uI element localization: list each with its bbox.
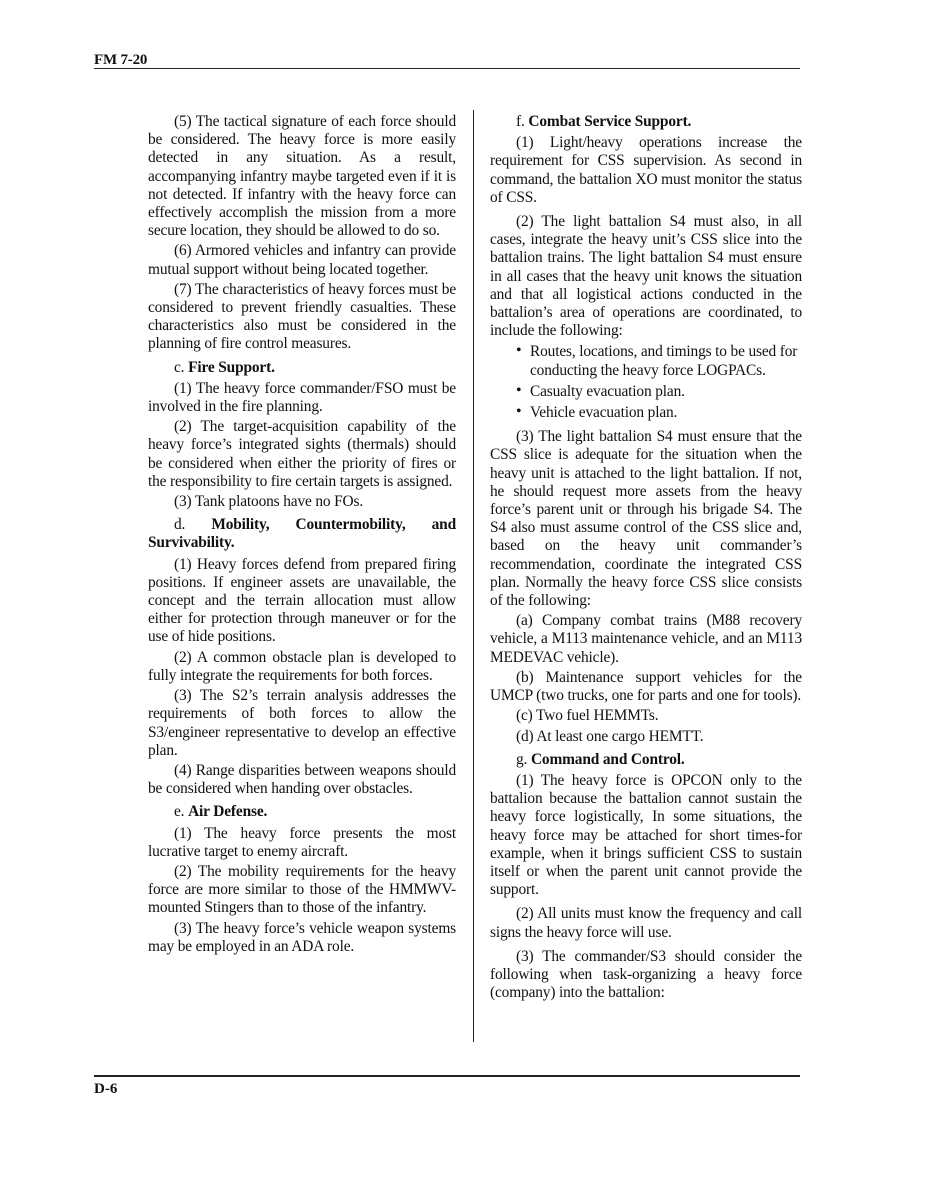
manual-id: FM 7-20 [94, 52, 148, 68]
list-item: • Casualty evacuation plan. [530, 383, 802, 401]
header-rule [94, 68, 800, 69]
section-d-label: d. [174, 516, 186, 534]
section-e-label: e. [174, 803, 185, 821]
section-g-heading [490, 751, 802, 769]
paragraph-c3: (3) Tank platoons have no FOs. [174, 493, 364, 511]
paragraph-b6: (6) Armored vehicles and infantry can provide mutual support without being located together. [148, 242, 456, 278]
section-c-label: c. [174, 358, 185, 376]
paragraph-d3: (3) The S2’s terrain analysis addresses the requirements of both forces to allow the S3/engineer representative to develop an effective plan. [148, 687, 456, 759]
coordination-list [490, 343, 802, 422]
page-number: D-6 [94, 1081, 118, 1097]
right-column [490, 113, 802, 1004]
paragraph-b7: (7) The characteristics of heavy forces must be considered to prevent friendly casualties. These characteristics also must be considered in the planning of fire control measures. [148, 280, 456, 353]
section-e-heading [148, 803, 456, 821]
section-c-title: Fire Support. [188, 358, 275, 376]
paragraph-fa: (a) Company combat trains (M88 recovery vehicle, a M113 maintenance vehicle, and an M113 MEDEVAC vehicle). [490, 612, 802, 666]
section-e-title: Air Defense. [188, 803, 268, 821]
section-c-heading [148, 359, 456, 377]
paragraph-g3: (3) The commander/S3 should consider the following when task-organizing a heavy force (company) into the battalion: [490, 947, 802, 1002]
section-f-title: Combat Service Support. [528, 113, 692, 130]
list-item: • Vehicle evacuation plan. [530, 404, 802, 422]
section-f-label: f. [516, 113, 525, 130]
paragraph-e3: (3) The heavy force’s vehicle weapon systems may be employed in an ADA role. [148, 919, 456, 955]
paragraph-e2: (2) The mobility requirements for the heavy force are more similar to those of the HMMWV-mounted Stingers than to those of the infantry. [148, 862, 456, 917]
paragraph-e1: (1) The heavy force presents the most lucrative target to enemy aircraft. [148, 824, 456, 860]
list-item: • Routes, locations, and timings to be used for conducting the heavy force LOGPACs. [530, 343, 802, 379]
paragraph-f1: (1) Light/heavy operations increase the requirement for CSS supervision. As second in command, the battalion XO must monitor the status of CSS. [490, 134, 802, 206]
paragraph-d2: (2) A common obstacle plan is developed to fully integrate the requirements for both forces. [148, 648, 456, 684]
paragraph-b5: (5) The tactical signature of each force should be considered. The heavy force is more easily detected in any situation. As a result, accompanying infantry maybe targeted even if it is not detected. If infantry with the heavy force can effectively accomplish the mission from a more secure location, they should be allowed to do so. [148, 113, 456, 240]
paragraph-fd: (d) At least one cargo HEMTT. [516, 727, 704, 745]
paragraph-c2: (2) The target-acquisition capability of the heavy force’s integrated sights (thermals) should be considered when either the priority of fires or the responsibility to fire certain targets is assigned. [148, 418, 456, 490]
paragraph-f3: (3) The light battalion S4 must ensure that the CSS slice is adequate for the situation when the heavy unit is attached to the light battalion. If not, he should request more assets from the heavy force’s parent unit or through his brigade S4. The S4 also must assume control of the CSS slice and, based on the heavy unit commander’s recommendation, coordinate the integrated CSS plan. Normally the heavy force CSS slice consists of the following: [490, 428, 802, 610]
paragraph-d4: (4) Range disparities between weapons should be considered when handing over obstacles. [148, 761, 456, 798]
paragraph-f2: (2) The light battalion S4 must also, in all cases, integrate the heavy unit’s CSS slice into the battalion trains. The light battalion S4 must ensure in all cases that the heavy unit knows the situation and that all logistical actions conducted in the battalion’s area of operations are coordinated, to include the following: [490, 213, 802, 340]
section-g-title: Command and Control. [530, 750, 685, 768]
paragraph-g2: (2) All units must know the frequency and call signs the heavy force will use. [490, 905, 802, 941]
section-g-label: g. [516, 750, 528, 768]
paragraph-fb: (b) Maintenance support vehicles for the UMCP (two trucks, one for parts and one for tools). [490, 668, 802, 705]
paragraph-d1: (1) Heavy forces defend from prepared firing positions. If engineer assets are unavailable, the concept and the terrain allocation must allow either for protection through maneuver or for the use of hide positions. [148, 555, 456, 646]
paragraph-g1: (1) The heavy force is OPCON only to the battalion because the battalion cannot sustain the heavy force logistically, In some situations, the heavy force may be attached for short times-for example, when it brings sufficient CSS to sustain itself or when the parent unit cannot provide the support. [490, 771, 802, 899]
left-column [148, 113, 456, 958]
paragraph-fc: (c) Two fuel HEMMTs. [516, 707, 659, 725]
section-d-heading [148, 516, 456, 552]
paragraph-c1: (1) The heavy force commander/FSO must be involved in the fire planning. [148, 379, 456, 416]
section-d-title: Mobility, Countermobility, and Survivability. [148, 516, 456, 552]
column-divider [473, 110, 474, 1042]
footer-rule [94, 1075, 800, 1077]
section-f-heading [490, 113, 802, 131]
